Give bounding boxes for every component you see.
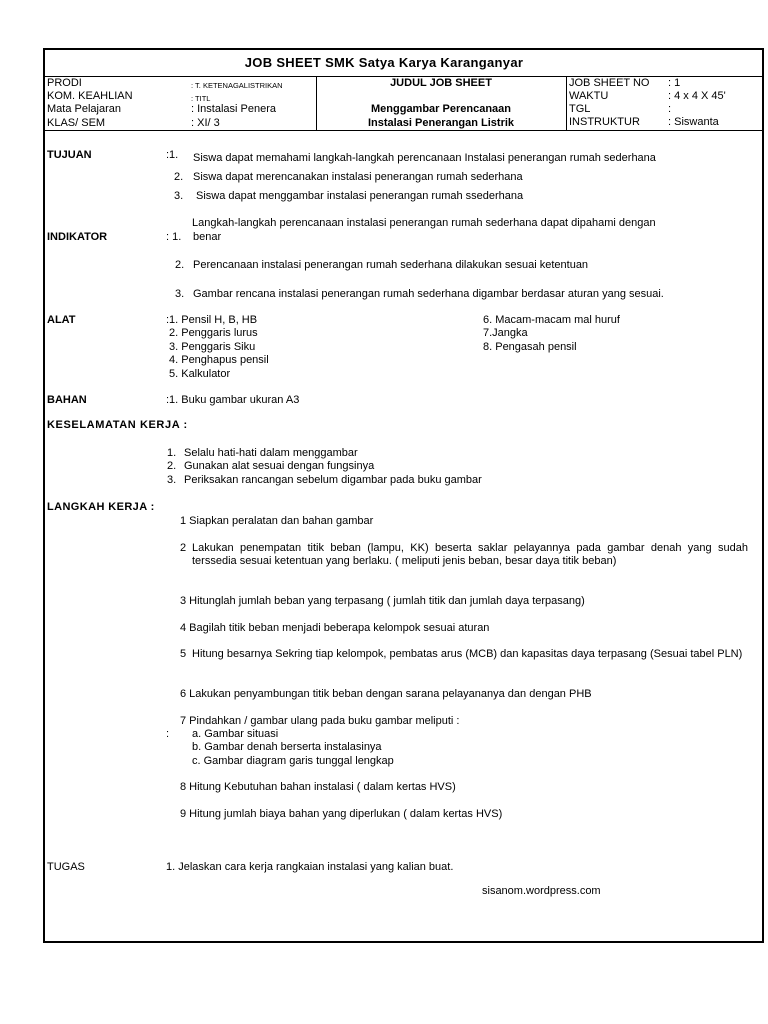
- tujuan-prefix: :1.: [166, 149, 179, 161]
- indikator-prefix: : 1.: [166, 231, 182, 243]
- alat-item: :1. Pensil H, B, HB: [166, 314, 258, 326]
- tujuan-item: Siswa dapat memahami langkah-langkah perencanaan Instalasi penerangan rumah sederhana: [193, 152, 656, 164]
- langkah-label: LANGKAH KERJA :: [47, 501, 155, 513]
- langkah-step-num: 5: [180, 648, 187, 660]
- header-instruktur-label: INSTRUKTUR: [569, 116, 640, 128]
- langkah-step: 8 Hitung Kebutuhan bahan instalasi ( dalam kertas HVS): [180, 781, 456, 793]
- indikator-item: Gambar rencana instalasi penerangan rumah sederhana digambar berdasar aturan yang sesuai.: [193, 288, 664, 300]
- indikator-label: INDIKATOR: [47, 231, 108, 243]
- keselamatan-item: Periksakan rancangan sebelum digambar pada buku gambar: [184, 474, 482, 486]
- header-kom-label: KOM. KEAHLIAN: [47, 90, 133, 102]
- header-mapel-value: : Instalasi Penera: [191, 103, 276, 115]
- langkah-substep: b. Gambar denah berserta instalasinya: [192, 741, 382, 753]
- header-divider-right: [566, 76, 567, 130]
- langkah-step: Lakukan penempatan titik beban (lampu, KK) beserta saklar pelayannya pada gambar denah yang sudah terssedia sesuai ketentuan yang berlaku. ( meliputi jenis beban, besar daya titik beban): [192, 542, 748, 567]
- judul-line1: Menggambar Perencanaan: [371, 103, 511, 115]
- keselamatan-num: 1.: [167, 447, 177, 459]
- alat-item: 2. Penggaris lurus: [169, 327, 258, 339]
- header-mapel-label: Mata Pelajaran: [47, 103, 121, 115]
- tujuan-item: Siswa dapat merencanakan instalasi penerangan rumah sederhana: [193, 171, 523, 183]
- langkah-substep: c. Gambar diagram garis tunggal lengkap: [192, 755, 394, 767]
- tujuan-label: TUJUAN: [47, 149, 92, 161]
- header-tgl-value: :: [668, 103, 672, 115]
- tujuan-item: Siswa dapat menggambar instalasi penerangan rumah ssederhana: [196, 190, 524, 202]
- alat-item: 8. Pengasah pensil: [483, 341, 577, 353]
- header-jobno-value: : 1: [668, 77, 681, 89]
- langkah-substep: a. Gambar situasi: [192, 728, 279, 740]
- watermark-text: sisanom.wordpress.com: [482, 885, 601, 897]
- indikator-item1-line1: Langkah-langkah perencanaan instalasi penerangan rumah sederhana dapat dipahami dengan: [192, 217, 656, 229]
- langkah-step: 4 Bagilah titik beban menjadi beberapa kelompok sesuai aturan: [180, 622, 490, 634]
- header-klas-label: KLAS/ SEM: [47, 117, 106, 129]
- langkah-step-colon: :: [166, 728, 170, 740]
- indikator-item-num: 3.: [175, 288, 185, 300]
- header-waktu-value: : 4 x 4 X 45': [668, 90, 726, 102]
- alat-label: ALAT: [47, 314, 76, 326]
- indikator-item: Perencanaan instalasi penerangan rumah sederhana dilakukan sesuai ketentuan: [193, 259, 589, 271]
- header-instruktur-value: : Siswanta: [668, 116, 719, 128]
- tujuan-item-num: 3.: [174, 190, 184, 202]
- header-waktu-label: WAKTU: [569, 90, 609, 102]
- header-bottom-rule: [43, 130, 764, 131]
- header-tgl-label: TGL: [569, 103, 591, 115]
- tugas-text: 1. Jelaskan cara kerja rangkaian instalasi yang kalian buat.: [166, 861, 454, 873]
- header-prodi-label: PRODI: [47, 77, 82, 89]
- langkah-step: 7 Pindahkan / gambar ulang pada buku gambar meliputi :: [180, 715, 460, 727]
- document-title: JOB SHEET SMK Satya Karya Karanganyar: [244, 55, 524, 70]
- tujuan-item-num: 2.: [174, 171, 184, 183]
- keselamatan-label: KESELAMATAN KERJA :: [47, 419, 188, 431]
- langkah-step: 9 Hitung jumlah biaya bahan yang diperlukan ( dalam kertas HVS): [180, 808, 503, 820]
- alat-item: 7.Jangka: [483, 327, 528, 339]
- indikator-item1-line2: benar: [193, 231, 222, 243]
- judul-line2: Instalasi Penerangan Listrik: [367, 117, 515, 129]
- tugas-label: TUGAS: [47, 861, 85, 873]
- alat-item: 4. Penghapus pensil: [169, 354, 269, 366]
- langkah-step: Hitung besarnya Sekring tiap kelompok, pembatas arus (MCB) dan kapasitas daya terpasang (Sesuai tabel PLN): [192, 648, 743, 660]
- alat-item: 5. Kalkulator: [169, 368, 231, 380]
- keselamatan-item: Gunakan alat sesuai dengan fungsinya: [184, 460, 375, 472]
- alat-item: 6. Macam-macam mal huruf: [483, 314, 620, 326]
- header-klas-value: : XI/ 3: [191, 117, 220, 129]
- judul-heading: JUDUL JOB SHEET: [390, 77, 492, 89]
- bahan-text: :1. Buku gambar ukuran A3: [166, 394, 300, 406]
- langkah-step-num: 2: [180, 542, 187, 554]
- header-jobno-label: JOB SHEET NO: [569, 77, 650, 89]
- langkah-step: 3 Hitunglah jumlah beban yang terpasang ( jumlah titik dan jumlah daya terpasang): [180, 595, 585, 607]
- keselamatan-num: 2.: [167, 460, 177, 472]
- langkah-step: 6 Lakukan penyambungan titik beban dengan sarana pelayananya dan dengan PHB: [180, 688, 592, 700]
- header-kom-value: : TITL: [191, 94, 211, 103]
- bahan-label: BAHAN: [47, 394, 87, 406]
- header-prodi-value: : T. KETENAGALISTRIKAN: [191, 81, 283, 90]
- langkah-step: 1 Siapkan peralatan dan bahan gambar: [180, 515, 374, 527]
- indikator-item-num: 2.: [175, 259, 185, 271]
- alat-item: 3. Penggaris Siku: [169, 341, 256, 353]
- keselamatan-num: 3.: [167, 474, 177, 486]
- keselamatan-item: Selalu hati-hati dalam menggambar: [184, 447, 358, 459]
